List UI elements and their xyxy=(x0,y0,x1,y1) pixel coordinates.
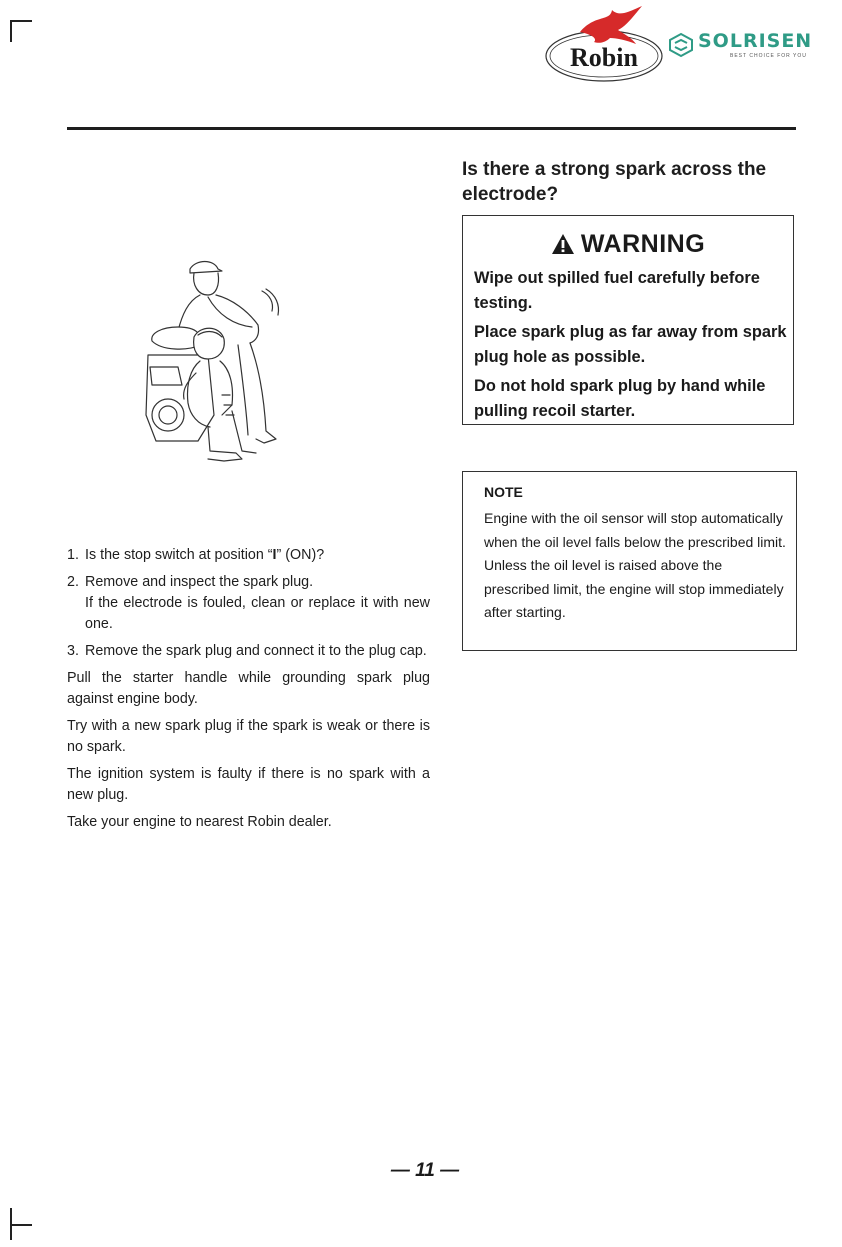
step-item xyxy=(67,641,430,662)
step-subtext: If the electrode is fouled, clean or replace it with new one. xyxy=(85,595,430,632)
warning-item: Do not hold spark plug by hand while pulling recoil starter. xyxy=(474,377,766,420)
note-title: NOTE xyxy=(484,484,523,500)
crop-mark-bottom-left-h xyxy=(10,1224,32,1226)
instructions-column xyxy=(67,545,430,839)
warning-item: Place spark plug as far away from spark plug hole as possible. xyxy=(474,323,787,366)
note-paragraph: Unless the oil level is raised above the prescribed limit, the engine will stop immediately after starting. xyxy=(484,557,784,620)
step-item xyxy=(67,572,430,635)
instruction-paragraph: Pull the starter handle while grounding spark plug against engine body. xyxy=(67,670,430,707)
note-paragraph: Engine with the oil sensor will stop automatically when the oil level falls below the prescribed limit. xyxy=(484,510,786,550)
solrisen-tagline: BEST CHOICE FOR YOU xyxy=(730,53,807,59)
warning-body xyxy=(474,266,788,428)
page-number: — 11 — xyxy=(390,1160,460,1181)
step-text: Remove and inspect the spark plug. xyxy=(85,574,314,590)
step-text: Remove the spark plug and connect it to the plug cap. xyxy=(85,643,427,659)
solrisen-brand-text: SOLRISEN xyxy=(698,30,813,52)
robin-brand-text: Robin xyxy=(570,43,638,72)
instruction-paragraph: Take your engine to nearest Robin dealer. xyxy=(67,814,332,830)
warning-title-row xyxy=(463,230,793,262)
step-number: 3. xyxy=(67,643,79,659)
steps-list xyxy=(67,545,430,662)
step-number: 1. xyxy=(67,547,79,563)
step-number: 2. xyxy=(67,574,79,590)
section-heading: Is there a strong spark across the electrode? xyxy=(462,159,767,205)
header-rule xyxy=(67,127,796,130)
step-item xyxy=(67,545,430,566)
warning-triangle-icon xyxy=(551,233,575,262)
note-box xyxy=(462,471,797,651)
warning-box xyxy=(462,215,794,425)
solrisen-icon xyxy=(668,32,694,58)
solrisen-logo xyxy=(668,30,828,62)
robin-logo xyxy=(540,4,672,88)
warning-title: WARNING xyxy=(580,230,706,258)
instruction-paragraph: Try with a new spark plug if the spark is weak or there is no spark. xyxy=(67,718,430,755)
note-body xyxy=(484,507,789,625)
crop-mark-top-left-h xyxy=(10,20,32,22)
step-text: Is the stop switch at position “ xyxy=(85,547,273,563)
man-and-boy-with-engine-illustration xyxy=(138,255,314,467)
step-text-tail: ” (ON)? xyxy=(276,547,325,563)
warning-item: Wipe out spilled fuel carefully before testing. xyxy=(474,269,760,312)
stop-switch-symbol: I xyxy=(272,547,277,563)
instruction-paragraph: The ignition system is faulty if there is no spark with a new plug. xyxy=(67,766,430,803)
crop-mark-top-left-v xyxy=(10,20,12,42)
